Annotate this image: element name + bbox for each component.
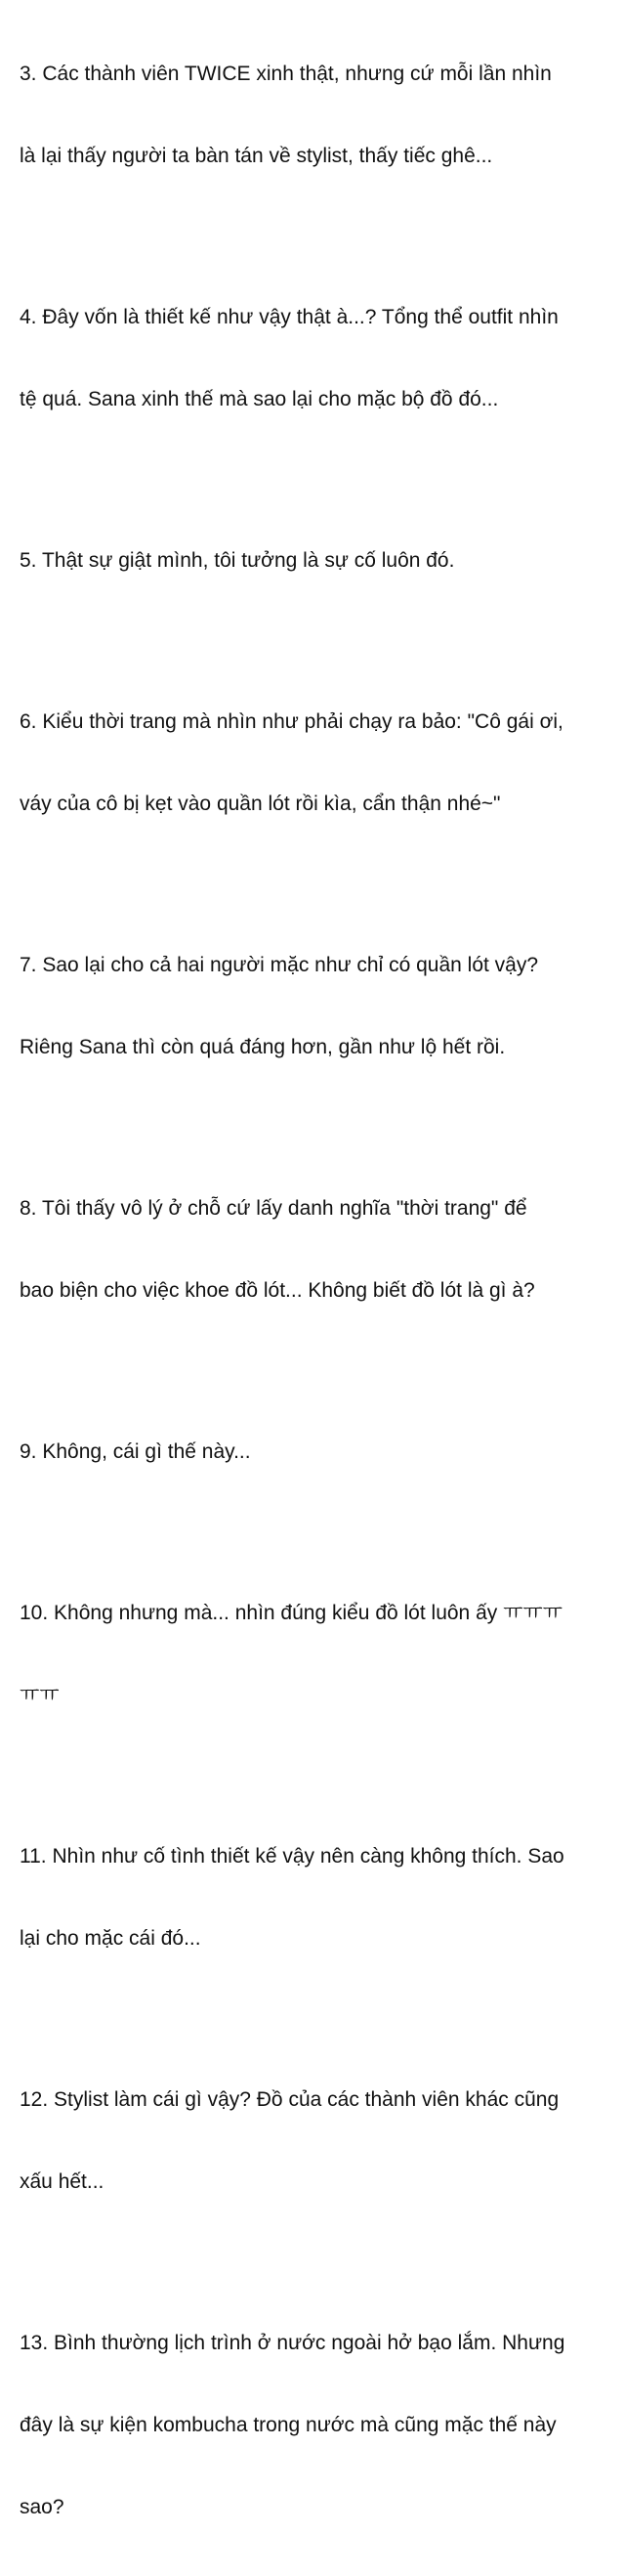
comment-13 xyxy=(20,2275,611,2576)
comment-line: 6. Kiểu thời trang mà nhìn như phải chạy ra bảo: "Cô gái ơi, xyxy=(20,710,563,733)
comment-line: 3. Các thành viên TWICE xinh thật, nhưng cứ mỗi lần nhìn xyxy=(20,63,552,85)
comment-line: 13. Bình thường lịch trình ở nước ngoài hở bạo lắm. Nhưng xyxy=(20,2332,565,2354)
comment-line: bao biện cho việc khoe đồ lót... Không biết đồ lót là gì à? xyxy=(20,1279,535,1302)
comment-line: là lại thấy người ta bàn tán về stylist, thấy tiếc ghê... xyxy=(20,145,493,167)
comment-line: sao? xyxy=(20,2496,64,2518)
comment-line: Riêng Sana thì còn quá đáng hơn, gần như lộ hết rồi. xyxy=(20,1036,506,1058)
comment-10 xyxy=(20,1545,611,1764)
comment-8 xyxy=(20,1140,611,1359)
comment-line: 10. Không nhưng mà... nhìn đúng kiểu đồ lót luôn ấy ㅠㅠㅠ xyxy=(20,1602,562,1624)
comment-line: 5. Thật sự giật mình, tôi tưởng là sự cố luôn đó. xyxy=(20,549,455,572)
comment-line: 4. Đây vốn là thiết kế như vậy thật à...? Tổng thể outfit nhìn xyxy=(20,306,559,328)
comment-line: 7. Sao lại cho cả hai người mặc như chỉ có quần lót vậy? xyxy=(20,954,539,976)
comment-line: tệ quá. Sana xinh thế mà sao lại cho mặc bộ đồ đó... xyxy=(20,388,499,410)
comment-3 xyxy=(20,6,611,225)
comment-5 xyxy=(20,493,611,629)
comment-line: xấu hết... xyxy=(20,2170,104,2193)
comment-7 xyxy=(20,897,611,1116)
comment-9 xyxy=(20,1384,611,1521)
comment-line: váy của cô bị kẹt vào quần lót rồi kìa, cẩn thận nhé~" xyxy=(20,793,501,815)
comment-line: ㅠㅠ xyxy=(20,1684,60,1706)
comment-6 xyxy=(20,654,611,873)
comment-11 xyxy=(20,1788,611,2007)
comment-line: đây là sự kiện kombucha trong nước mà cũng mặc thế này xyxy=(20,2414,557,2436)
comment-line: 11. Nhìn như cố tình thiết kế vậy nên càng không thích. Sao xyxy=(20,1845,564,1868)
comment-line: lại cho mặc cái đó... xyxy=(20,1927,201,1950)
comment-12 xyxy=(20,2032,611,2251)
comment-4 xyxy=(20,249,611,468)
comment-line: 12. Stylist làm cái gì vậy? Đồ của các thành viên khác cũng xyxy=(20,2088,560,2111)
comment-line: 8. Tôi thấy vô lý ở chỗ cứ lấy danh nghĩa "thời trang" để xyxy=(20,1197,527,1220)
comment-line: 9. Không, cái gì thế này... xyxy=(20,1440,251,1463)
